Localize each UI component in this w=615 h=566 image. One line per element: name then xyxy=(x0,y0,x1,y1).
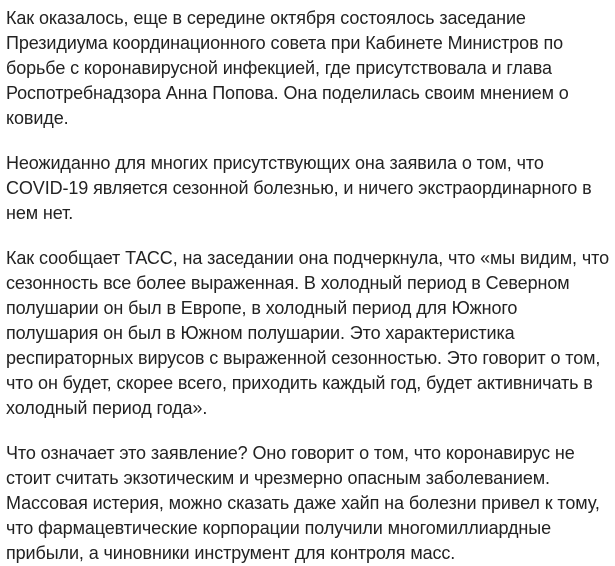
article-paragraph-4: Что означает это заявление? Оно говорит о том, что коронавирус не стоит считать экзотическим и чрезмерно опасным заболеванием. Массовая истерия, можно сказать даже хайп на болезни привел к тому, что фармацевтические корпорации получили многомиллиардные прибыли, а чиновники инструмент для контроля масс. xyxy=(6,443,600,563)
article-body xyxy=(6,6,611,566)
article-paragraph-1: Как оказалось, еще в середине октября состоялось заседание Президиума координационного совета при Кабинете Министров по борьбе с коронавирусной инфекцией, где присутствовала и глава Роспотребнадзора Анна Попова. Она поделилась своим мнением о ковиде. xyxy=(6,8,569,128)
article-paragraph-2: Неожиданно для многих присутствующих она заявила о том, что COVID-19 является сезонной болезнью, и ничего экстраординарного в нем нет. xyxy=(6,153,592,223)
article-paragraph-3: Как сообщает ТАСС, на заседании она подчеркнула, что «мы видим, что сезонность все более выраженная. В холодный период в Северном полушарии он был в Европе, в холодный период для Южного полушария он был в Южном полушарии. Это характеристика респираторных вирусов с выраженной сезонностью. Это говорит о том, что он будет, скорее всего, приходить каждый год, будет активничать в холодный период года». xyxy=(6,248,609,418)
